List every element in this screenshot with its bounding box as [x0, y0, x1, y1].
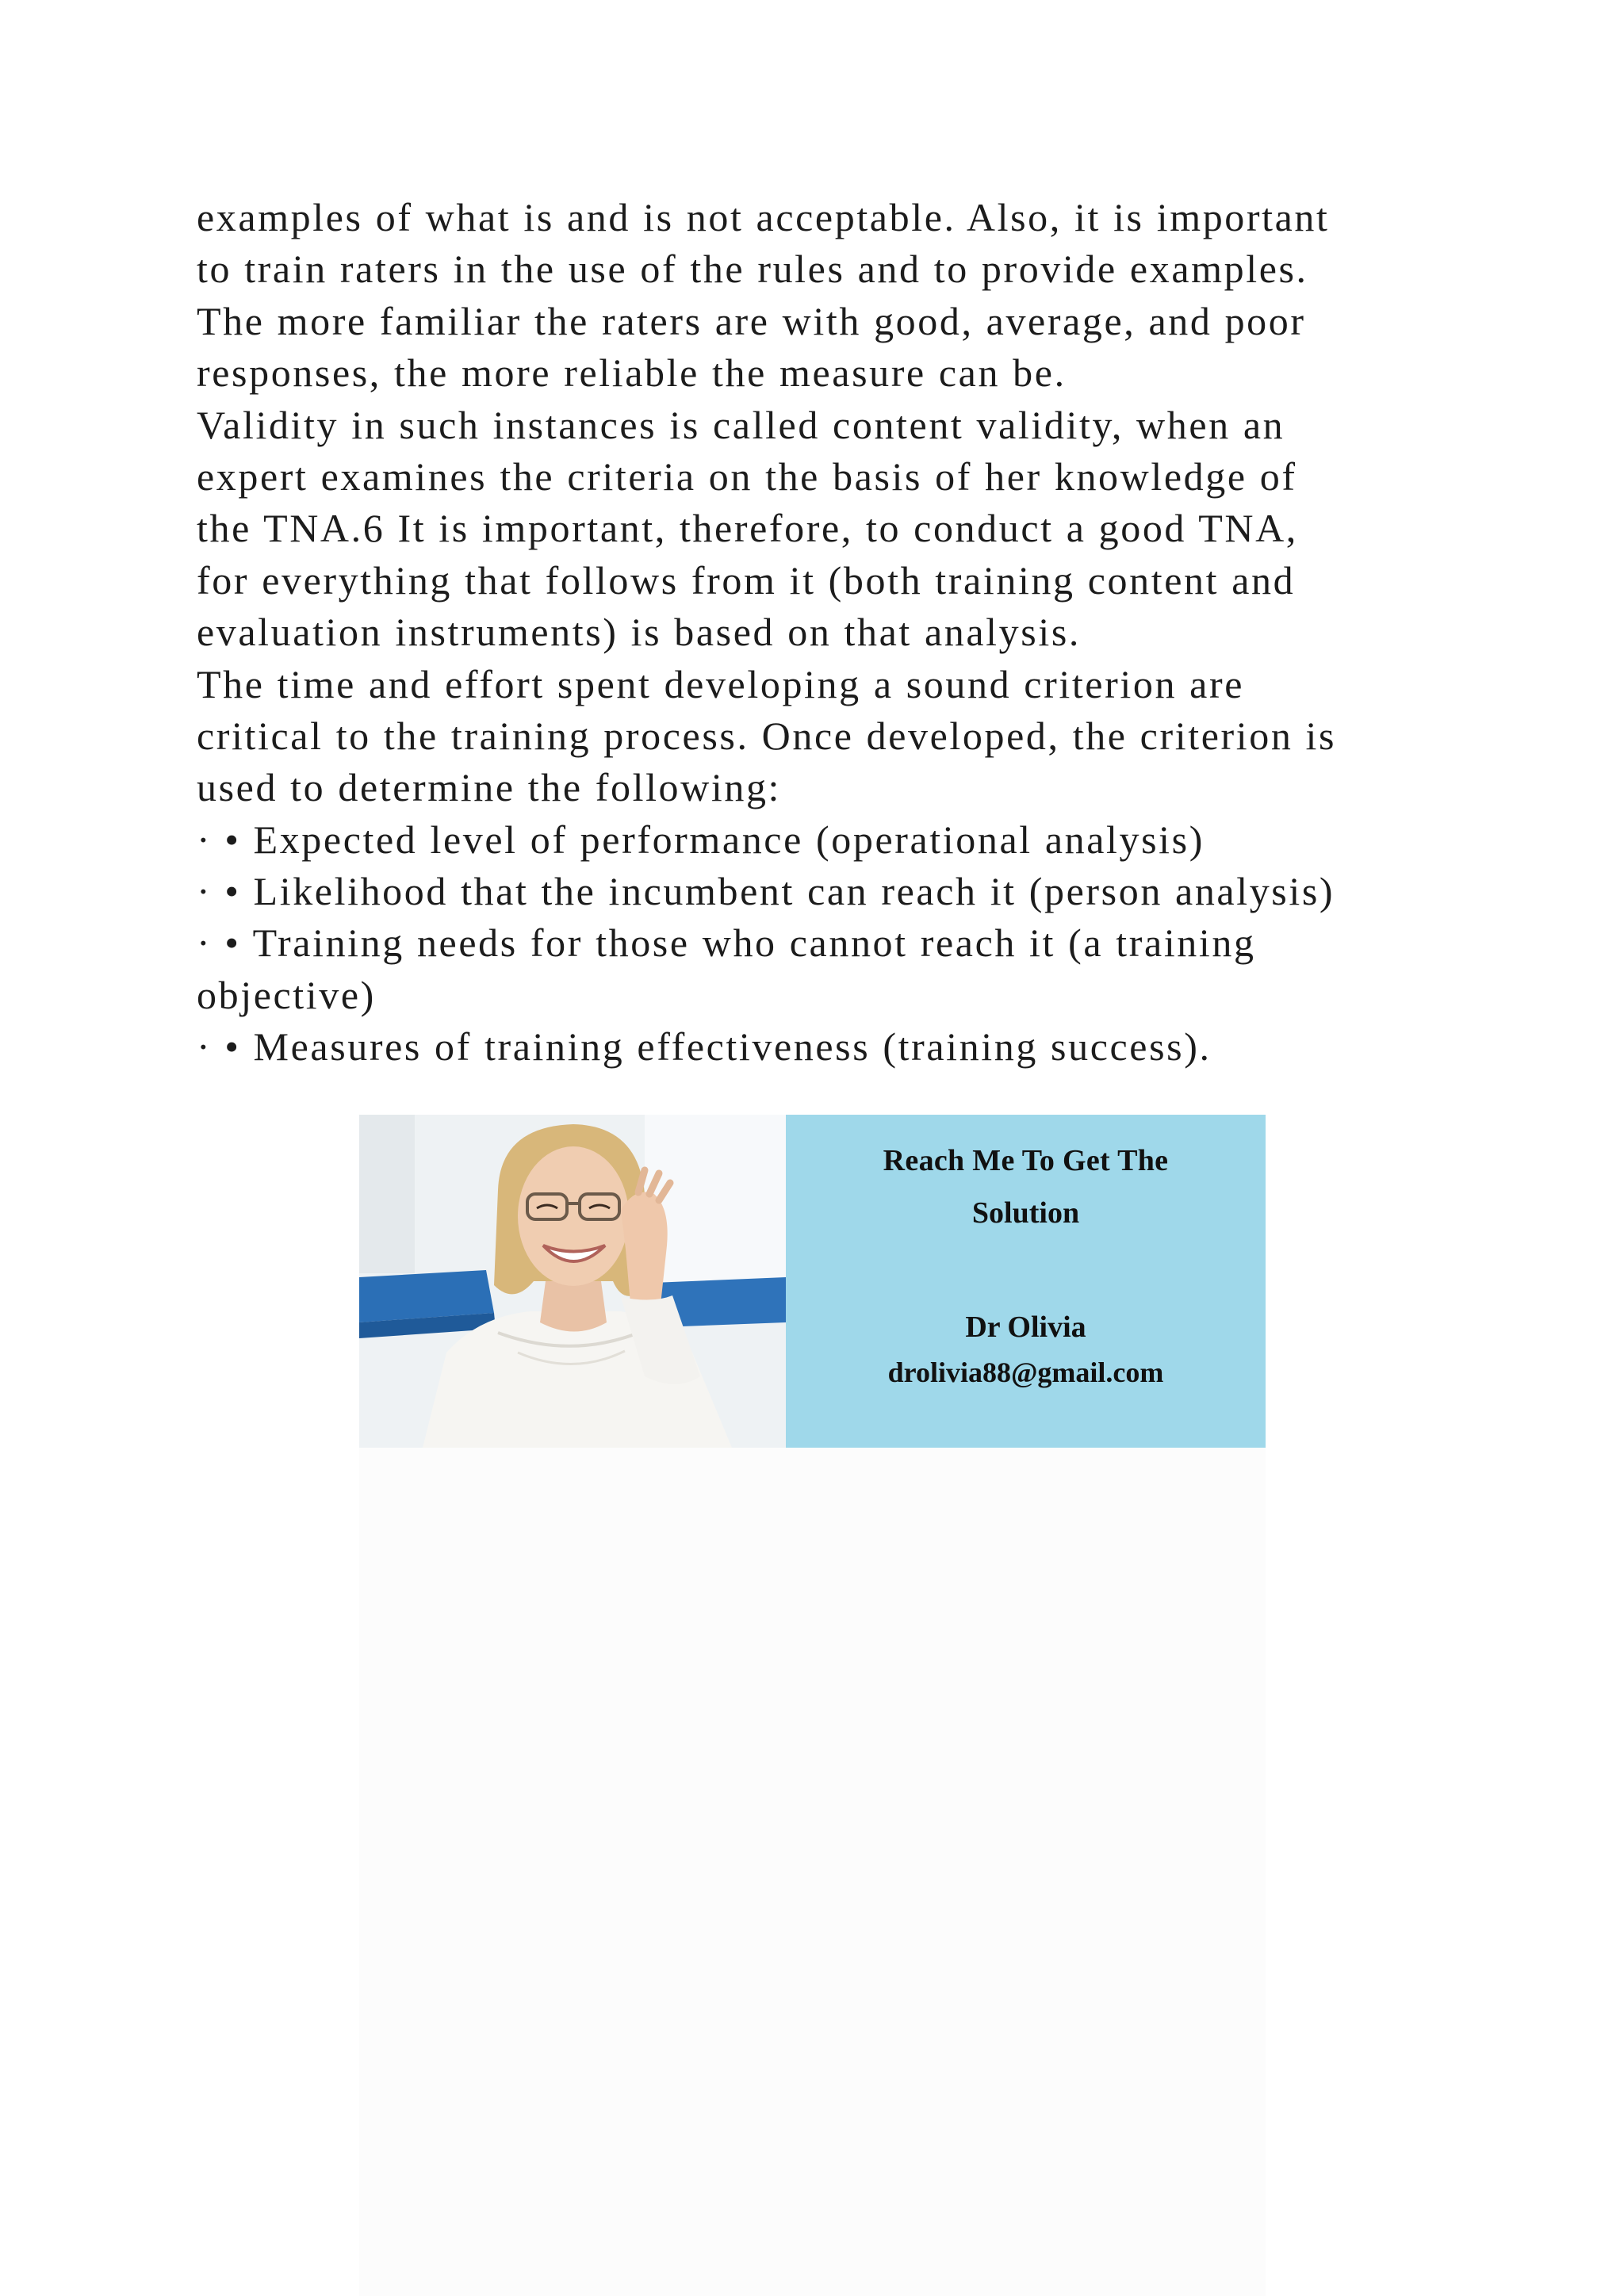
text-line: examples of what is and is not acceptable. Also, it is important	[197, 195, 1330, 239]
contact-card	[786, 1115, 1266, 1448]
text-line: critical to the training process. Once developed, the criterion is	[197, 713, 1337, 758]
text-line: expert examines the criteria on the basis of her knowledge of	[197, 453, 1297, 499]
text-line: the TNA.6 It is important, therefore, to conduct a good TNA,	[197, 506, 1298, 551]
banner-heading-continued: Solution	[971, 1196, 1080, 1230]
bullet-line: · • Measures of training effectiveness (training success).	[197, 1024, 1212, 1070]
contact-name: Dr Olivia	[965, 1311, 1086, 1344]
banner-heading: Reach Me To Get The	[883, 1144, 1169, 1177]
contact-banner	[359, 1115, 1266, 1448]
body-text	[197, 192, 1465, 1073]
portrait-illustration	[359, 1115, 786, 1448]
text-line: objective)	[197, 972, 376, 1017]
text-line: The more familiar the raters are with good, average, and poor	[197, 298, 1306, 343]
bullet-line: · • Likelihood that the incumbent can reach it (person analysis)	[197, 869, 1335, 914]
bullet-line: · • Expected level of performance (operational analysis)	[197, 817, 1205, 862]
bullet-line: · • Training needs for those who cannot reach it (a training	[197, 920, 1256, 966]
text-line: The time and effort spent developing a sound criterion are	[197, 661, 1244, 706]
contact-email: drolivia88@gmail.com	[887, 1357, 1164, 1388]
blank-image-area	[359, 1448, 1266, 2296]
text-line: evaluation instruments) is based on that analysis.	[197, 610, 1081, 655]
text-line: for everything that follows from it (both training content and	[197, 557, 1296, 603]
text-line: used to determine the following:	[197, 765, 782, 810]
woman-portrait-image	[359, 1115, 786, 1448]
text-line: to train raters in the use of the rules and to provide examples.	[197, 247, 1308, 292]
text-line: responses, the more reliable the measure can be.	[197, 350, 1067, 396]
text-line: Validity in such instances is called content validity, when an	[197, 402, 1285, 447]
